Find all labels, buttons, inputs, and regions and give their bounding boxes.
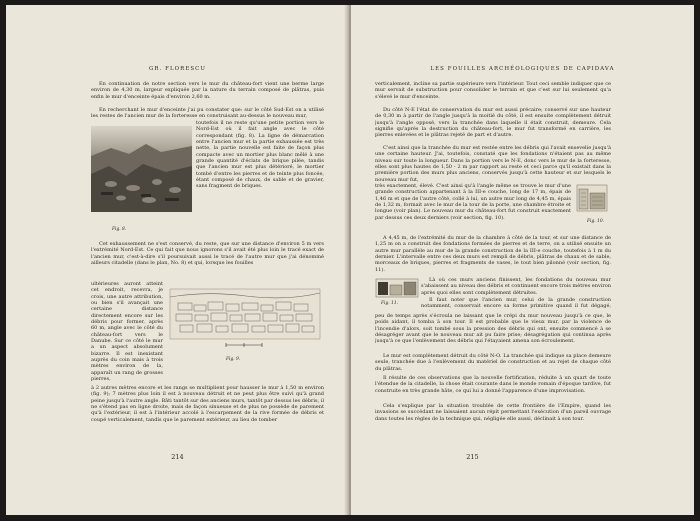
right-paragraph-7: Il résulte de ces observations que la nouvelle fortification, réduite à un quart de toute l'étendue de la citadelle, la chose était courante dans le monde romain d'époque tardive, fut construite en très grande hâte, ce qui lui a donné l'apparence d'une improvisation. xyxy=(375,375,611,394)
book-spread xyxy=(6,5,694,515)
right-paragraph-5-side: Il faut noter que l'ancien mur, celui de la grande construction notamment, conservait encore sa forme primitive quand il fut dégagé, xyxy=(421,297,611,310)
fig-8-photo xyxy=(91,126,192,212)
left-paragraph-1: En continuation de notre section vers le mur du château-fort vient une berme large environ de 4,30 m, largeur expliquée par la nature du terrain composé de plâtras, puis enfin le mur d'enceinte épais d'environ 2,60 m. xyxy=(91,81,324,100)
right-paragraph-3-top: C'est ainsi que la tranchée du mur est restée entre les débris qui l'avait ensevelie jusqu'à une certaine hauteur. J'ai, toutefois, constaté que les fondations n'étaient pas au même niveau sur toute la longueur. Dans la portion vers le N-E, donc vers le mur de la forteresse, elles sont plus hautes de 1,50 - 2 m par rapport au reste et ceci parce qu'il existait dans la première portion des murs plus anciens, conservés jusqu'à cette hauteur et sur lesquels le nouveau mur fut, xyxy=(375,145,611,183)
left-paragraph-3-side: ultérieures auront atteint cet endroit, recevra, je crois, une autre attribution, ou bien s'il avançait une certaine distance directement encore sur les débris pour former, après 60 m, angle avec le côté du château-fort vers le Danube. Sur ce côté le mur a un aspect absolument bizarre. Il est inexistant auprès du coin mais à trois mètres environ de la, apparaît un rang de grosses pierres, xyxy=(91,281,163,383)
left-paragraph-2-side: toutefois il ne reste qu'une petite portion vers le Nord-Est où il fait angle avec le côté correspondant (fig. 8). La ligne de démarcation entre l'ancien mur et la partie exhaussée est très nette, la partie nouvelle est faite de façon plus compacte avec un mortier plus blanc mêlé à une grande quantité d'éclats de brique pilée, tandis que l'ancien mur est plus détérioré, le mortier tombé d'entre les pierres et de teinte plus foncée, étant composé de chaux, de sable et de gravier, sans fragment de briques. xyxy=(196,120,324,190)
left-paragraph-3-top: Cet exhaussement ne s'est conservé, du reste, que sur une distance d'environ 5 m vers l'extrémité Nord-Est. Ce qui fait que nous ignorons s'il avait été plus loin le tracé exact de l'ancien mur, c'est-à-dire s'il poursuivait aussi le tracé de l'autre mur que j'ai dénommé ailleurs citadelle (dans le plan, No. 8) et qui, lorsque les fouilles xyxy=(91,241,324,267)
right-paragraph-5-bottom: peu de temps après s'écroula ne laissant que le crépi du mur nouveau jusqu'à ce que, le poids aidant, il tomba à son tour. Il est probable que le vieux mur, par la violence de l'incendie d'alors, soit tombé sous la pression des débris qui ont, ensuite commencé à se désagréger avant que le nouveau mur ait pu faire prise; désagrégation qui continua après jusqu'à ce que l'enlèvement des débris qui l'étayaient amena son écroulement. xyxy=(375,313,611,345)
fig-8-caption: Fig. 8. xyxy=(112,227,127,232)
left-paragraph-2-top: En recherchant le mur d'enceinte j'ai pu constater que: sur le côté Sud-Est on a utilisé les restes de l'ancien mur de la forteresse en construisant au-dessus le nouveau mur, xyxy=(91,107,324,120)
fig-11-caption: Fig. 11. xyxy=(381,301,399,306)
right-paragraph-1: verticalement, incline sa partie supérieure vers l'intérieur. Tout ceci semble indiquer que ce mur servait de substruction pour consolider le terrain et que c'est sur lui seulement qu'a s'élevé le mur d'enceinte. xyxy=(375,81,611,100)
fig-9-drawing xyxy=(166,287,324,353)
right-paragraph-2: Du côté N-E l'état de conservation du mur est aussi précaire; conservé sur une hauteur de 0,30 m à partir de l'angle jusqu'à la moitié du côté, il est ensuite complètement détruit jusqu'à l'angle opposé, vers la tranchée dans laquelle il était construit, demeure. Cela signifie qu'après la destruction du château-fort, le mur fut transformé en carrière, les pierres enlevées et le plâtras rejeté de part et d'autre. xyxy=(375,107,611,139)
right-paragraph-4-side: Là où ces murs anciens finissent, les fondations du nouveau mur s'abaissent au niveau des débris et continuent encore trois mètres environ après quoi elles sont complètement détruites. xyxy=(421,277,611,296)
running-header-left: GR. FLORESCU xyxy=(148,66,207,72)
right-paragraph-8: Cela s'explique par la situation troublée de cette frontière de l'Empire, quand les invasions se succédant ne laissaient aucun répit permettant l'exécution d'un pareil ouvrage dans toutes les règles de la technique qui, négligée elle aussi, déclinait à son tour. xyxy=(375,403,611,422)
right-paragraph-4-top: A 4,45 m, de l'extrémité du mur de la chambre à côté de la tour, et sur une distance de 1,25 m on a construit des fondations formées de pierres et de terre, on a utilisé ensuite un autre mur parallèle au mur de la grande construction de la III-e couche, toutefois à 1 m du dernier. L'intervalle entre ces deux murs est rempli de débris, plâtras de chaux et de sable, morceaux de briques, pierres et fragments de vases, le tout bien pilonné (voir section, fig. 11). xyxy=(375,235,611,273)
left-page xyxy=(6,5,349,515)
fig-10-caption: Fig. 10. xyxy=(587,219,605,224)
right-paragraph-6: Le mur est complètement détruit du côté N-O. La tranchée qui indique sa place demeure seule, tranchée due à l'enlèvement du matériel de construction et au rejet de chaque côté du plâtras. xyxy=(375,353,611,372)
fig-10-drawing xyxy=(575,181,609,215)
fig-9-caption: Fig. 9. xyxy=(226,357,241,362)
right-page xyxy=(351,5,694,515)
page-number-left: 214 xyxy=(171,453,184,461)
left-paragraph-3-bottom: à 2 autres mètres encore et les rangs se multiplient pour hausser le mur à 1,50 m environ (fig. 9); 7 mètres plus loin il est à nouveau détruit et ne peut plus être suivi qu'à grand peine jusqu'à l'autre angle. Bâti tantôt sur des anciens murs, tantôt par dessus les débris, il ne s'étend pas en ligne droite, mais de façon sinueuse et de plus ne possède de parement qu'à l'extérieur, il est à l'intérieur accolé à l'escarpement de la rive formée de débris et coupé verticalement, tandis que le parement extérieur, au lieu de tomber xyxy=(91,385,324,423)
running-header-right: LES FOUILLES ARCHÉOLOGIQUES DE CAPIDAVA xyxy=(430,66,615,72)
fig-11-drawing xyxy=(375,277,419,299)
page-number-right: 215 xyxy=(466,453,479,461)
right-paragraph-3-side: très exactement, élevé. C'est ainsi qu'à l'angle même se trouve le mur d'une grande construction appartenant à la III-e couche, long de 17 m, épais de 1,46 m et que de l'autre côté, collé à lui, un autre mur long de 4,45 m, épais de 1,32 m, formait avec le mur de la tour de la porte, une chambre étroite et longue (voir plan). Le nouveau mur du château-fort fut construit exactement par dessus ces deux derniers (voir section, fig. 10). xyxy=(375,183,571,221)
